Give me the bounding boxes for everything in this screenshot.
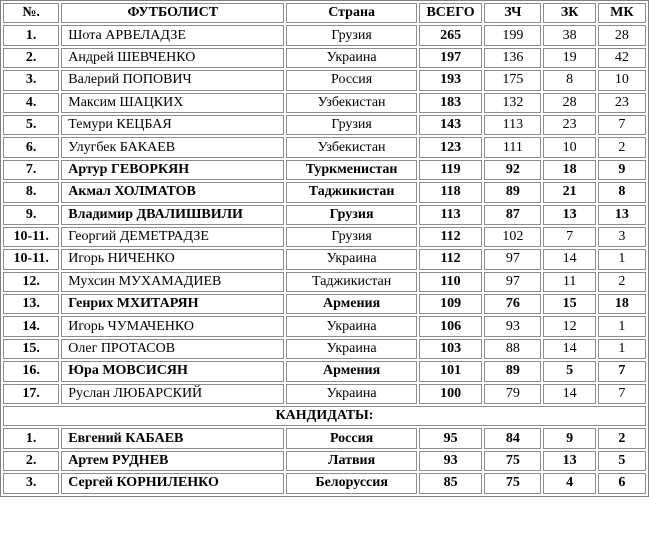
rank-cell: 2. — [3, 48, 59, 68]
zch-cell: 111 — [484, 137, 541, 157]
total-cell: 110 — [419, 272, 482, 292]
zk-cell: 12 — [543, 316, 595, 336]
zch-cell: 93 — [484, 316, 541, 336]
total-cell: 123 — [419, 137, 482, 157]
header-country: Страна — [286, 3, 417, 23]
total-cell: 119 — [419, 160, 482, 180]
total-cell: 118 — [419, 182, 482, 202]
section-title: КАНДИДАТЫ: — [3, 406, 646, 426]
total-cell: 143 — [419, 115, 482, 135]
total-cell: 112 — [419, 249, 482, 269]
rank-cell: 4. — [3, 93, 59, 113]
table-row — [3, 272, 646, 292]
total-cell: 265 — [419, 25, 482, 45]
total-cell: 100 — [419, 384, 482, 404]
total-cell: 85 — [419, 473, 482, 493]
zch-cell: 132 — [484, 93, 541, 113]
rank-cell: 17. — [3, 384, 59, 404]
zk-cell: 13 — [543, 451, 595, 471]
country-cell: Грузия — [286, 115, 417, 135]
zch-cell: 199 — [484, 25, 541, 45]
rank-cell: 1. — [3, 25, 59, 45]
mk-cell: 2 — [598, 272, 646, 292]
player-cell: Сергей КОРНИЛЕНКО — [61, 473, 284, 493]
rank-cell: 7. — [3, 160, 59, 180]
mk-cell: 6 — [598, 473, 646, 493]
mk-cell: 9 — [598, 160, 646, 180]
table-row — [3, 160, 646, 180]
zk-cell: 8 — [543, 70, 595, 90]
zch-cell: 75 — [484, 473, 541, 493]
rank-cell: 14. — [3, 316, 59, 336]
mk-cell: 1 — [598, 339, 646, 359]
player-cell: Максим ШАЦКИХ — [61, 93, 284, 113]
table-row — [3, 137, 646, 157]
zk-cell: 15 — [543, 294, 595, 314]
table-row — [3, 70, 646, 90]
section-row — [3, 406, 646, 426]
zk-cell: 4 — [543, 473, 595, 493]
rank-cell: 12. — [3, 272, 59, 292]
header-row — [3, 3, 646, 23]
country-cell: Украина — [286, 249, 417, 269]
mk-cell: 23 — [598, 93, 646, 113]
zch-cell: 89 — [484, 361, 541, 381]
country-cell: Туркменистан — [286, 160, 417, 180]
country-cell: Грузия — [286, 227, 417, 247]
mk-cell: 7 — [598, 361, 646, 381]
table-row — [3, 294, 646, 314]
zk-cell: 7 — [543, 227, 595, 247]
table-row — [3, 339, 646, 359]
zch-cell: 113 — [484, 115, 541, 135]
zch-cell: 79 — [484, 384, 541, 404]
country-cell: Белоруссия — [286, 473, 417, 493]
player-cell: Георгий ДЕМЕТРАДЗЕ — [61, 227, 284, 247]
mk-cell: 28 — [598, 25, 646, 45]
zch-cell: 89 — [484, 182, 541, 202]
country-cell: Узбекистан — [286, 93, 417, 113]
player-cell: Игорь НИЧЕНКО — [61, 249, 284, 269]
mk-cell: 2 — [598, 137, 646, 157]
table-row — [3, 25, 646, 45]
total-cell: 95 — [419, 428, 482, 448]
country-cell: Россия — [286, 428, 417, 448]
zch-cell: 97 — [484, 272, 541, 292]
country-cell: Россия — [286, 70, 417, 90]
zk-cell: 13 — [543, 205, 595, 225]
table-row — [3, 182, 646, 202]
zk-cell: 14 — [543, 339, 595, 359]
rank-cell: 16. — [3, 361, 59, 381]
player-cell: Артур ГЕВОРКЯН — [61, 160, 284, 180]
rank-cell: 5. — [3, 115, 59, 135]
mk-cell: 2 — [598, 428, 646, 448]
candidate-row — [3, 428, 646, 448]
mk-cell: 10 — [598, 70, 646, 90]
country-cell: Таджикистан — [286, 272, 417, 292]
mk-cell: 7 — [598, 115, 646, 135]
country-cell: Узбекистан — [286, 137, 417, 157]
player-cell: Владимир ДВАЛИШВИЛИ — [61, 205, 284, 225]
player-cell: Генрих МХИТАРЯН — [61, 294, 284, 314]
zk-cell: 14 — [543, 384, 595, 404]
player-cell: Юра МОВСИСЯН — [61, 361, 284, 381]
candidate-row — [3, 473, 646, 493]
zk-cell: 38 — [543, 25, 595, 45]
total-cell: 106 — [419, 316, 482, 336]
table-row — [3, 205, 646, 225]
total-cell: 103 — [419, 339, 482, 359]
player-cell: Игорь ЧУМАЧЕНКО — [61, 316, 284, 336]
country-cell: Армения — [286, 361, 417, 381]
table-row — [3, 48, 646, 68]
table-row — [3, 361, 646, 381]
player-cell: Валерий ПОПОВИЧ — [61, 70, 284, 90]
rank-cell: 10-11. — [3, 249, 59, 269]
player-cell: Шота АРВЕЛАДЗЕ — [61, 25, 284, 45]
header-zch: ЗЧ — [484, 3, 541, 23]
country-cell: Украина — [286, 316, 417, 336]
total-cell: 197 — [419, 48, 482, 68]
player-cell: Руслан ЛЮБАРСКИЙ — [61, 384, 284, 404]
country-cell: Украина — [286, 339, 417, 359]
zch-cell: 175 — [484, 70, 541, 90]
country-cell: Грузия — [286, 205, 417, 225]
player-cell: Артем РУДНЕВ — [61, 451, 284, 471]
player-cell: Олег ПРОТАСОВ — [61, 339, 284, 359]
player-cell: Андрей ШЕВЧЕНКО — [61, 48, 284, 68]
zch-cell: 84 — [484, 428, 541, 448]
mk-cell: 3 — [598, 227, 646, 247]
rank-cell: 3. — [3, 70, 59, 90]
total-cell: 93 — [419, 451, 482, 471]
mk-cell: 7 — [598, 384, 646, 404]
zk-cell: 19 — [543, 48, 595, 68]
rank-cell: 3. — [3, 473, 59, 493]
total-cell: 113 — [419, 205, 482, 225]
zch-cell: 92 — [484, 160, 541, 180]
player-cell: Улугбек БАКАЕВ — [61, 137, 284, 157]
country-cell: Латвия — [286, 451, 417, 471]
header-total: ВСЕГО — [419, 3, 482, 23]
mk-cell: 8 — [598, 182, 646, 202]
player-cell: Акмал ХОЛМАТОВ — [61, 182, 284, 202]
zch-cell: 87 — [484, 205, 541, 225]
total-cell: 101 — [419, 361, 482, 381]
table-row — [3, 249, 646, 269]
zch-cell: 102 — [484, 227, 541, 247]
player-cell: Мухсин МУХАМАДИЕВ — [61, 272, 284, 292]
country-cell: Армения — [286, 294, 417, 314]
zk-cell: 11 — [543, 272, 595, 292]
header-rank: №. — [3, 3, 59, 23]
player-cell: Темури КЕЦБАЯ — [61, 115, 284, 135]
zk-cell: 14 — [543, 249, 595, 269]
table-row — [3, 316, 646, 336]
mk-cell: 42 — [598, 48, 646, 68]
zch-cell: 88 — [484, 339, 541, 359]
total-cell: 109 — [419, 294, 482, 314]
rank-cell: 6. — [3, 137, 59, 157]
table-row — [3, 115, 646, 135]
zk-cell: 5 — [543, 361, 595, 381]
country-cell: Украина — [286, 48, 417, 68]
zk-cell: 18 — [543, 160, 595, 180]
total-cell: 183 — [419, 93, 482, 113]
mk-cell: 1 — [598, 316, 646, 336]
zch-cell: 76 — [484, 294, 541, 314]
zch-cell: 75 — [484, 451, 541, 471]
rank-cell: 15. — [3, 339, 59, 359]
header-player: ФУТБОЛИСТ — [61, 3, 284, 23]
rank-cell: 9. — [3, 205, 59, 225]
zch-cell: 97 — [484, 249, 541, 269]
zk-cell: 9 — [543, 428, 595, 448]
player-cell: Евгений КАБАЕВ — [61, 428, 284, 448]
zch-cell: 136 — [484, 48, 541, 68]
total-cell: 112 — [419, 227, 482, 247]
candidates-section — [3, 406, 646, 426]
table-row — [3, 93, 646, 113]
zk-cell: 10 — [543, 137, 595, 157]
country-cell: Грузия — [286, 25, 417, 45]
table-row — [3, 384, 646, 404]
header-zk: ЗК — [543, 3, 595, 23]
mk-cell: 13 — [598, 205, 646, 225]
total-cell: 193 — [419, 70, 482, 90]
zk-cell: 28 — [543, 93, 595, 113]
header-mk: МК — [598, 3, 646, 23]
candidate-rows — [3, 428, 646, 493]
rank-cell: 1. — [3, 428, 59, 448]
country-cell: Украина — [286, 384, 417, 404]
mk-cell: 18 — [598, 294, 646, 314]
zk-cell: 21 — [543, 182, 595, 202]
candidate-row — [3, 451, 646, 471]
table-row — [3, 227, 646, 247]
rank-cell: 2. — [3, 451, 59, 471]
rank-cell: 8. — [3, 182, 59, 202]
country-cell: Таджикистан — [286, 182, 417, 202]
mk-cell: 5 — [598, 451, 646, 471]
rank-cell: 10-11. — [3, 227, 59, 247]
main-rows — [3, 25, 646, 404]
mk-cell: 1 — [598, 249, 646, 269]
rank-cell: 13. — [3, 294, 59, 314]
zk-cell: 23 — [543, 115, 595, 135]
